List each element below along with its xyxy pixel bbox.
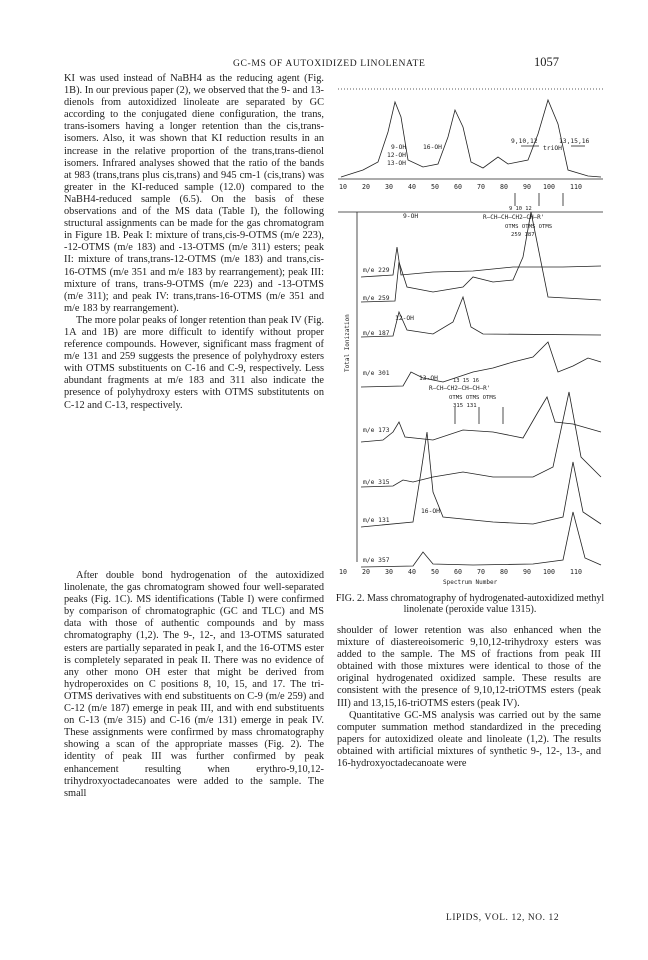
- x-tick-label: 30: [385, 568, 393, 576]
- figure-svg: [333, 72, 605, 592]
- y-axis-label: Total Ionization: [344, 314, 351, 372]
- structure-masses: 259 187: [511, 232, 535, 238]
- x-tick-label: 40: [408, 568, 416, 576]
- trace-label: m/e 357: [363, 557, 390, 564]
- x-tick-label: 60: [454, 568, 462, 576]
- x-tick-label: 70: [477, 183, 485, 191]
- x-tick-label: 20: [362, 183, 370, 191]
- paragraph: shoulder of lower retention was also enhanced when the mixture of diastereoisomeric 9,10,12-trihydroxy esters was added to the sample. The MS of fractions from peak III obtained with those mixtures were identical to those of the original hydrogenated oxidized sample. These results are consistent with the presence of 9,10,12-triOTMS esters (peak III) and 13,15,16-triOTMS esters (peak IV).: [337, 625, 601, 709]
- right-column: [337, 625, 601, 770]
- running-title: GC-MS OF AUTOXIDIZED LINOLENATE: [233, 58, 426, 69]
- x-tick-label: 100: [543, 568, 555, 576]
- peak-label: 9,10,12: [511, 138, 538, 145]
- trace-label: m/e 187: [363, 330, 390, 337]
- x-tick-label: 40: [408, 183, 416, 191]
- peak-label: triOH: [543, 145, 562, 152]
- x-tick-label: 30: [385, 183, 393, 191]
- structure-otms: OTMS OTMS OTMS: [505, 224, 553, 230]
- journal-footer: LIPIDS, VOL. 12, NO. 12: [446, 913, 560, 923]
- x-tick-label: 50: [431, 183, 439, 191]
- figure-caption: FIG. 2. Mass chromatography of hydrogenated-autoxidized methyl linolenate (peroxide value 1315).: [335, 593, 605, 616]
- inner-peak-label: 9-OH: [403, 213, 419, 220]
- x-tick-label: 50: [431, 568, 439, 576]
- trace-label: m/e 173: [363, 427, 390, 434]
- x-tick-label: 110: [570, 568, 582, 576]
- x-tick-label: 10: [339, 568, 347, 576]
- x-tick-label: 70: [477, 568, 485, 576]
- structure-chain: R—CH—CH2—CH—CH—R': [429, 385, 491, 392]
- x-tick-label: 110: [570, 183, 582, 191]
- x-axis-label: Spectrum Number: [443, 579, 498, 586]
- inner-peak-label: 16-OH: [421, 508, 440, 515]
- paragraph: KI was used instead of NaBH4 as the reducing agent (Fig. 1B). In our previous paper (2), we observed that the 9- and 13-dienols from autoxidized linoleate are separated by GC according to the conjugated diene configuration, the trans, trans-isomers having a longer retention than the cis,trans-isomers. Also, it was shown that KI reduction results in an increase in the relative proportion of the trans,trans-dienol isomers. Infrared analyses showed that the ratio of the bands at 983 (trans,trans plus cis,trans) and 945 cm-1 (cis,trans) was greater in the KI-reduced sample (12.0) compared to the NaBH4-reduced sample (6.5). On the basis of these observations and of the MS data (Table I), the following structural assignments can be made for the gas chromatogram in Figure 1B. Peak I: mixture of trans,cis-9-OTMS (m/e 223), -12-OTMS (m/e 183) and -13-OTMS (m/e 311) esters; peak II: mixture of trans,trans-12-OTMS (m/e 183) and trans,cis-16-OTMS (m/e 351 and m/e 183 by rearrangement); peak III: mixture of trans, trans-9-OTMS (m/e 223) and -13-OTMS (m/e 311); and peak IV: trans,trans-16-OTMS (m/e 351 and m/e 183 by rearrangement).: [64, 73, 324, 314]
- trace-label: m/e 131: [363, 517, 390, 524]
- structure-numbers: 9 10 12: [509, 206, 532, 212]
- peak-label: 12-OH: [387, 152, 406, 159]
- x-tick-label: 80: [500, 568, 508, 576]
- trace-label: m/e 301: [363, 370, 390, 377]
- x-tick-label: 10: [339, 183, 347, 191]
- peak-label: 13-OH: [387, 160, 406, 167]
- x-tick-label: 60: [454, 183, 462, 191]
- x-tick-label: 80: [500, 183, 508, 191]
- peak-label: 16-OH: [423, 144, 442, 151]
- structure-otms: OTMS OTMS OTMS: [449, 395, 497, 401]
- structure-masses: 315 131: [453, 403, 477, 409]
- left-column-top: [64, 73, 324, 412]
- trace-label: m/e 259: [363, 295, 390, 302]
- structure-chain: R—CH—CH—CH2—CH—R': [483, 214, 545, 221]
- x-tick-label: 100: [543, 183, 555, 191]
- paragraph: Quantitative GC-MS analysis was carried out by the same computer summation method standardized in the preceding papers for autoxidized oleate and linoleate (1,2). The results obtained with artificial mixtures of synthetic 9-, 12-, 13-, and 16-hydroxyoctadecanoate were: [337, 709, 601, 770]
- paragraph: The more polar peaks of longer retention than peak IV (Fig. 1A and 1B) are more difficult to identify without proper reference compounds. However, significant mass fragment of m/e 131 and 259 suggests the presence of polyhydroxy esters with OTMS substituents on C-16 and C-9, respectively. Less abundant fragments at m/e 183 and 311 also indicate the presence of polyhydroxy esters with OTMS substitutents on C-12 and C-13, respectively.: [64, 314, 324, 411]
- x-tick-label: 20: [362, 568, 370, 576]
- inner-peak-label: 12-OH: [395, 315, 414, 322]
- peak-label: 9-OH: [391, 144, 407, 151]
- left-column-bottom: [64, 570, 324, 800]
- page-number: 1057: [534, 55, 559, 69]
- structure-numbers: 13 15 16: [453, 378, 479, 384]
- trace-label: m/e 315: [363, 479, 390, 486]
- x-tick-label: 90: [523, 568, 531, 576]
- inner-peak-label: 13-OH: [419, 375, 438, 382]
- x-tick-label: 90: [523, 183, 531, 191]
- figure-mass-chromatography: [333, 72, 605, 592]
- paragraph: After double bond hydrogenation of the autoxidized linolenate, the gas chromatogram showed four well-separated peaks (Fig. 1C). MS identifications (Table I) were confirmed by comparison of chromatographic (GC and TLC) and MS data with those of authentic compounds and by mass chromatography (1,2). The 9-, 12-, and 13-OTMS saturated esters are partially separated in peak I, and the 16-OTMS ester is completely separated in peak II. There was no evidence of any other mono OH ester that might be derived from hydroperoxides on C positions 8, 10, 15, and 17. The tri-OTMS derivatives with end substituents on C-9 (m/e 259) and C-12 (m/e 187) emerge in peak III, and with end substituents on C-13 (m/e 315) and C-16 (m/e 131) emerge in peak IV. These assignments were confirmed by mass chromatography showing a scan of the appropriate masses (Fig. 2). The identity of peak III was further confirmed by peak enhancement resulting when erythro-9,10,12-trihydroxyoctadecanoates were added to the sample. The small: [64, 570, 324, 799]
- trace-label: m/e 229: [363, 267, 390, 274]
- peak-label: 13,15,16: [559, 138, 590, 145]
